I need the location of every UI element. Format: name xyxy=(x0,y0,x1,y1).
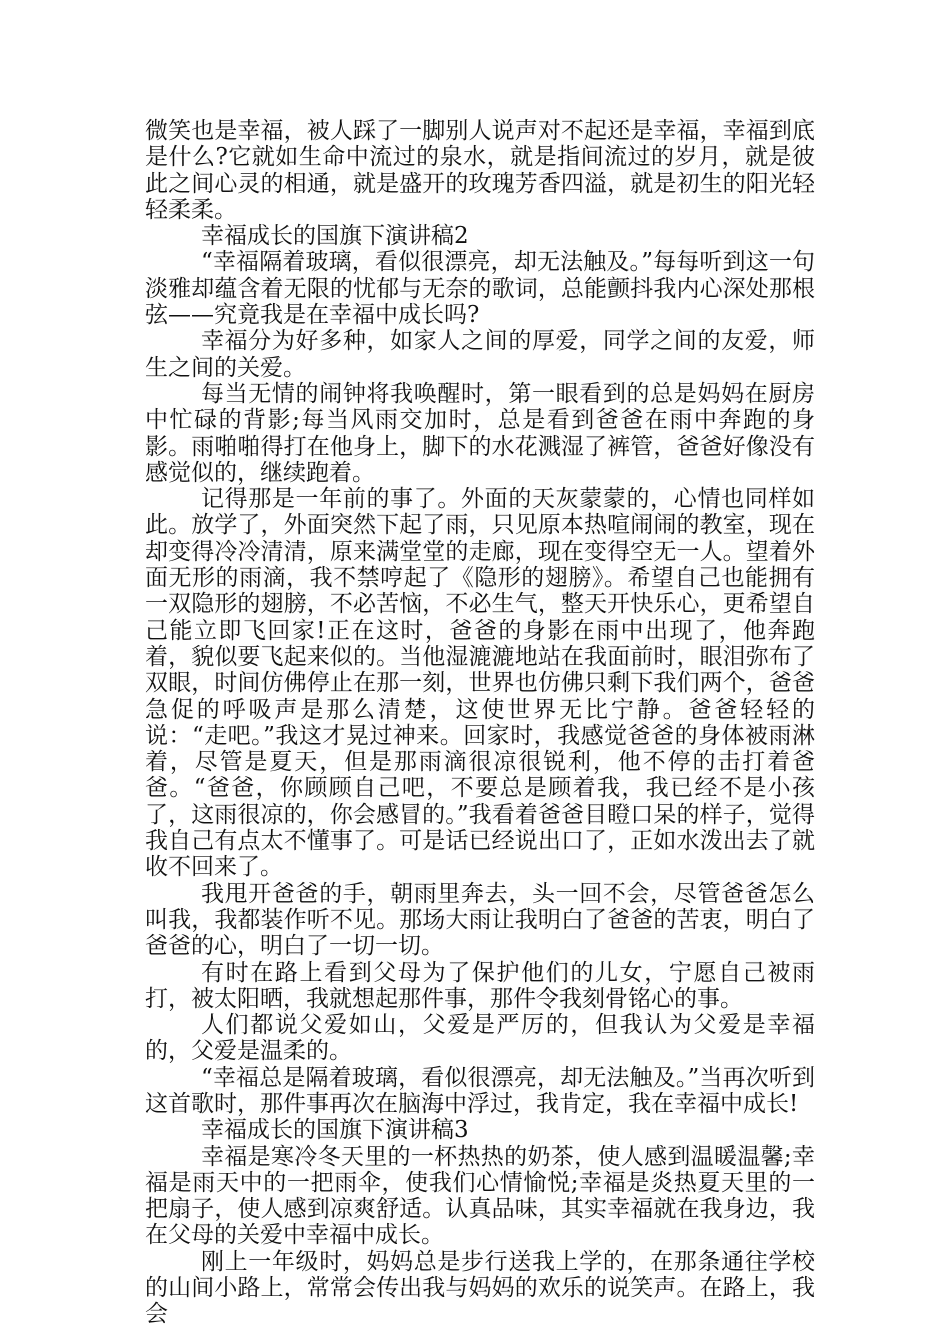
section-heading-3: 幸福成长的国旗下演讲稿3 xyxy=(201,1117,469,1144)
paragraph-rainy-day-story: 记得那是一年前的事了。外面的天灰蒙蒙的，心情也同样如此。放学了，外面突然下起了雨，只见原本热喧闹闹的教室，现在却变得冷冷清清，原来满堂堂的走廊，现在变得空无一人。望着外面无形的雨滴，我不禁哼起了《隐形的翅膀》。希望自己也能拥有一双隐形的翅膀，不必苦恼，不必生气，整天开快乐心，更希望自己能立即飞回家!正在这时，爸爸的身影在雨中出现了，他奔跑着，貌似要飞起来似的。当他湿漉漉地站在我面前时，眼泪弥布了双眼，时间仿佛停止在那一刻，世界也仿佛只剩下我们两个，爸爸急促的呼吸声是那么清楚，这使世界无比宁静。爸爸轻轻的说：“走吧。”我这才晃过神来。回家时，我感觉爸爸的身体被雨淋着，尽管是夏天，但是那雨滴很凉很锐利，他不停的击打着爸爸。“爸爸，你顾顾自己吧，不要总是顾着我，我已经不是小孩了，这雨很凉的，你会感冒的。”我看着爸爸目瞪口呆的样子，觉得我自己有点太不懂事了。可是话已经说出口了，正如水泼出去了就收不回来了。 xyxy=(145,486,815,881)
paragraph-running-into-rain: 我甩开爸爸的手，朝雨里奔去，头一回不会，尽管爸爸怎么叫我，我都装作听不见。那场大雨让我明白了爸爸的苦衷，明白了爸爸的心，明白了一切一切。 xyxy=(145,880,815,960)
paragraph-lyric-quote: “幸福隔着玻璃，看似很漂亮，却无法触及。”每每听到这一句淡雅却蕴含着无限的忧郁与无奈的歌词，总能颤抖我内心深处那根弦——究竟我是在幸福中成长吗? xyxy=(145,249,815,329)
paragraph-parents-daily: 每当无情的闹钟将我唤醒时，第一眼看到的总是妈妈在厨房中忙碌的背影;每当风雨交加时，总是看到爸爸在雨中奔跑的身影。雨啪啪得打在他身上，脚下的水花溅湿了裤管，爸爸好像没有感觉似的，继续跑着。 xyxy=(145,380,815,486)
paragraph-kinds-of-happiness: 幸福分为好多种，如家人之间的厚爱，同学之间的友爱，师生之间的关爱。 xyxy=(145,328,815,381)
paragraph-first-grade: 刚上一年级时，妈妈总是步行送我上学的，在那条通往学校的山间小路上，常常会传出我与妈妈的欢乐的说笑声。在路上，我会 xyxy=(145,1248,815,1328)
paragraph-parents-protect: 有时在路上看到父母为了保护他们的儿女，宁愿自己被雨打，被太阳晒，我就想起那件事，那件令我刻骨铭心的事。 xyxy=(145,959,815,1012)
paragraph-fatherly-love: 人们都说父爱如山，父爱是严厉的，但我认为父爱是幸福的，父爱是温柔的。 xyxy=(145,1012,815,1065)
section-heading-2: 幸福成长的国旗下演讲稿2 xyxy=(201,223,469,250)
paragraph-closing-quote: “幸福总是隔着玻璃，看似很漂亮，却无法触及。”当再次听到这首歌时，那件事再次在脑海中浮过，我肯定，我在幸福中成长! xyxy=(145,1064,815,1117)
document-body xyxy=(145,118,815,1328)
paragraph-happiness-metaphors: 幸福是寒冷冬天里的一杯热热的奶茶，使人感到温暖温馨;幸福是雨天中的一把雨伞，使我们心情愉悦;幸福是炎热夏天里的一把扇子，使人感到凉爽舒适。认真品味，其实幸福就在我身边，我在父母的关爱中幸福中成长。 xyxy=(145,1143,815,1249)
paragraph-intro: 微笑也是幸福，被人踩了一脚别人说声对不起还是幸福，幸福到底是什么?它就如生命中流过的泉水，就是指间流过的岁月，就是彼此之间心灵的相通，就是盛开的玫瑰芳香四溢，就是初生的阳光轻轻柔柔。 xyxy=(145,118,815,223)
